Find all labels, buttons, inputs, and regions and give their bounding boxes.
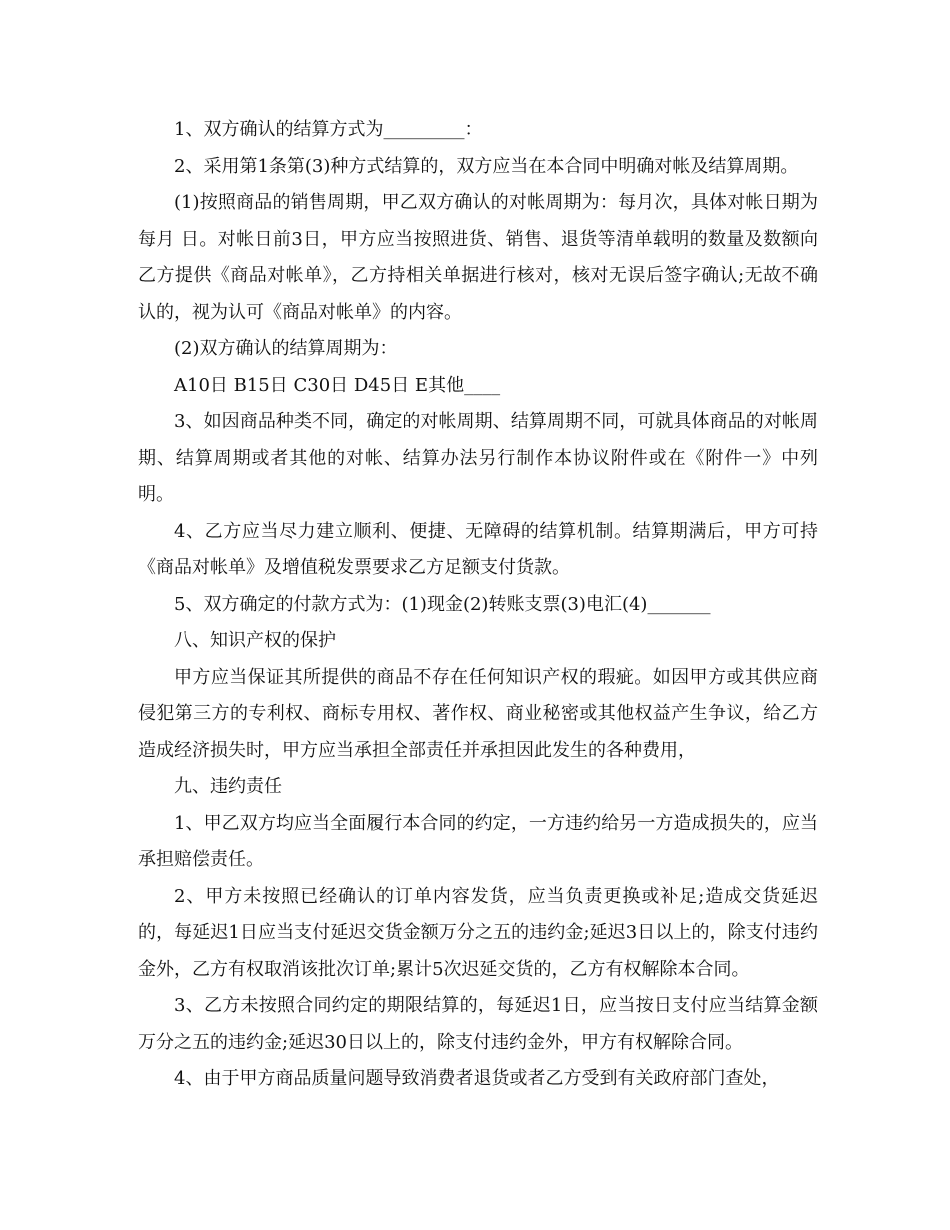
clause-reconciliation-cycle: (1)按照商品的销售周期，甲乙双方确认的对帐周期为：每月次，具体对帐日期为每月 日。对帐日前3日，甲方应当按照进货、销售、退货等清单载明的数量及数额向乙方提供《商品对帐单》，乙方持相关单据进行核对，核对无误后签字确认;无故不确认的，视为认可《商品对帐单》的内容。 xyxy=(138,192,818,323)
clause-breach-settlement: 3、乙方未按照合同约定的期限结算的，每延迟1日，应当按日支付应当结算金额万分之五的违约金;延迟30日以上的，除支付违约金外，甲方有权解除合同。 xyxy=(138,995,818,1053)
clause-settlement-cycle-heading: (2)双方确认的结算周期为： xyxy=(174,338,398,359)
clause-breach-delivery: 2、甲方未按照已经确认的订单内容发货，应当负责更换或补足;造成交货延迟的，每延迟1日应当支付延迟交货金额万分之五的违约金;延迟3日以上的，除支付违约金外，乙方有权取消该批次订单;累计5次迟延交货的，乙方有权解除本合同。 xyxy=(138,885,818,980)
clause-breach-quality: 4、由于甲方商品质量问题导致消费者退货或者乙方受到有关政府部门查处， xyxy=(174,1068,780,1089)
clause-breach-general: 1、甲乙双方均应当全面履行本合同的约定，一方违约给另一方造成损失的，应当承担赔偿责任。 xyxy=(138,812,818,870)
clause-ip-protection: 甲方应当保证其所提供的商品不存在任何知识产权的瑕疵。如因甲方或其供应商侵犯第三方的专利权、商标专用权、著作权、商业秘密或其他权益产生争议，给乙方造成经济损失时，甲方应当承担全部责任并承担因此发生的各种费用， xyxy=(138,666,818,761)
clause-settlement-mechanism: 4、乙方应当尽力建立顺利、便捷、无障碍的结算机制。结算期满后，甲方可持《商品对帐单》及增值税发票要求乙方足额支付货款。 xyxy=(138,520,818,578)
clause-payment-method: 5、双方确定的付款方式为：(1)现金(2)转账支票(3)电汇(4)_______ xyxy=(174,593,711,615)
clause-different-products: 3、如因商品种类不同，确定的对帐周期、结算周期不同，可就具体商品的对帐周期、结算周期或者其他的对帐、结算办法另行制作本协议附件或在《附件一》中列明。 xyxy=(138,411,818,505)
clause-settlement-method: 1、双方确认的结算方式为_________： xyxy=(174,119,483,140)
section-heading-breach: 九、违约责任 xyxy=(174,776,282,797)
document-body xyxy=(138,112,818,1098)
section-heading-ip: 八、知识产权的保护 xyxy=(174,630,336,651)
clause-settlement-cycle-options: A10日 B15日 C30日 D45日 E其他____ xyxy=(174,374,501,396)
clause-settlement-period: 2、采用第1条第(3)种方式结算的，双方应当在本合同中明确对帐及结算周期。 xyxy=(174,155,799,177)
